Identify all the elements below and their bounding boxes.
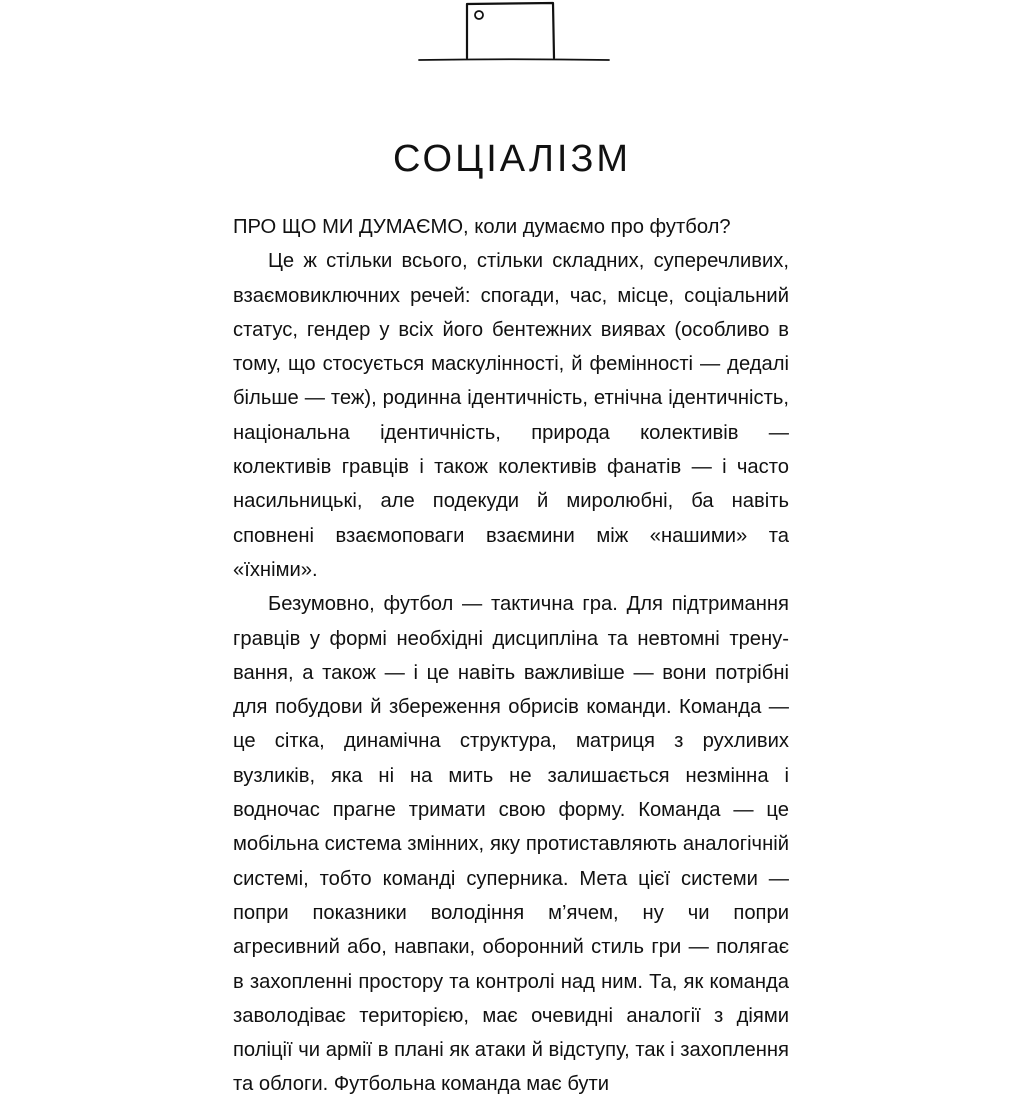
goal-icon bbox=[418, 0, 610, 62]
paragraph-3: Безумовно, футбол — тактична гра. Для підтримання гравців у формі необхідні дисципліна та невтомні тренування, а також — і це навіть важливіше — вони потрібні для побудови й збереження обрисів команди. Команда — це сітка, динамічна структура, матриця з рухливих вузликів, яка ні на мить не залишається незмінна і водночас прагне тримати свою форму. Команда — це мобільна система змінних, яку протиставляють аналогічній системі, тобто команді суперника. Мета цієї системи — попри показники володіння м’ячем, ну чи попри агресивний або, навпаки, оборонний стиль гри — полягає в захопленні простору та контролі над ним. Та, як команда заволодіває територією, має очевидні аналогії з діями поліції чи армії в плані як атаки й відступу, так і захоплення та облоги. Футбольна команда має бути bbox=[233, 593, 789, 1096]
chapter-title: СОЦІАЛІЗМ bbox=[392, 138, 632, 181]
body-text bbox=[233, 210, 789, 1102]
lead-in: ПРО ЩО МИ ДУМАЄМО, bbox=[233, 216, 469, 238]
paragraph-1-text: коли думаємо про футбол? bbox=[468, 216, 731, 238]
paragraph-2: Це ж стільки всього, стільки складних, суперечливих, взаємовиключних речей: спогади, час, місце, соціальний статус, гендер у всіх його бентежних виявах (особливо в тому, що стосується маскулінності, й фемінності — дедалі більше — теж), родинна ідентичність, етнічна ідентичність, національна ідентичність, природа колективів — колективів гравців і також колективів фанатів — і часто насильницькі, але подекуди й миролюбні, ба навіть сповнені взаємоповаги взаємини між «нашими» та «їхніми». bbox=[233, 250, 789, 581]
paragraph-1 bbox=[233, 210, 789, 244]
